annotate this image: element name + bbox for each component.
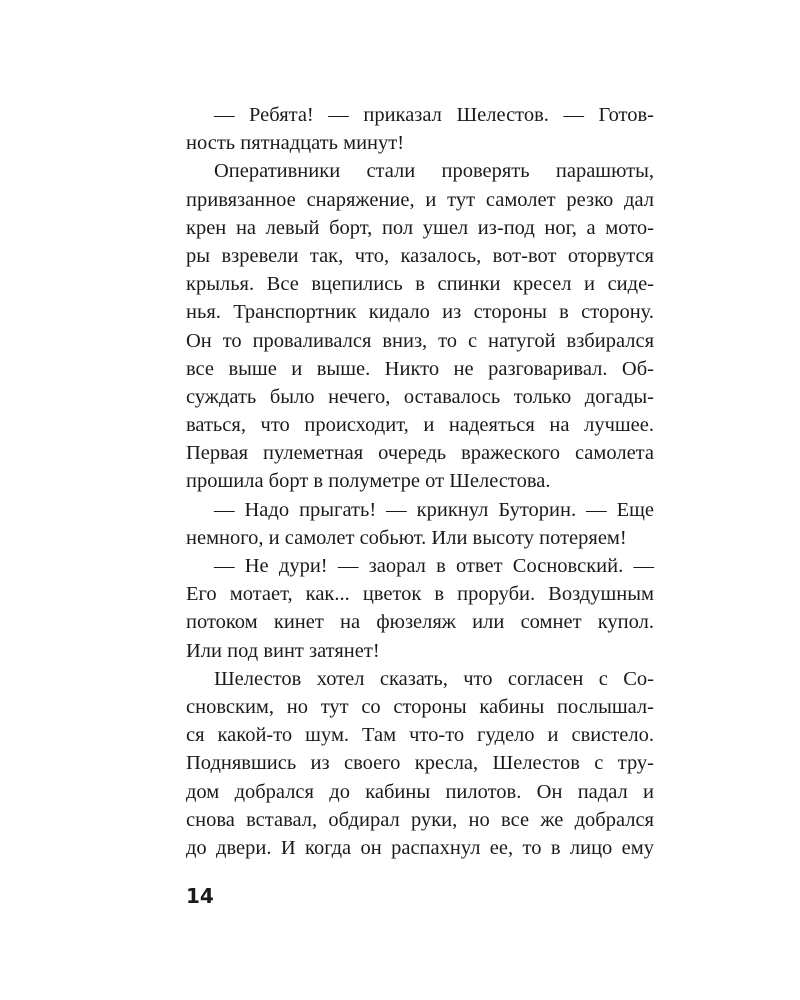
text-line: Он то проваливался вниз, то с натугой взбирался	[186, 329, 654, 352]
text-line: Его мотает, как... цветок в проруби. Воздушным	[186, 583, 654, 606]
book-page-text	[186, 101, 654, 862]
text-line: Поднявшись из своего кресла, Шелестов с тру-	[186, 752, 654, 775]
text-line: крылья. Все вцепились в спинки кресел и сиде-	[186, 273, 654, 296]
text-line: дом добрался до кабины пилотов. Он падал и	[186, 780, 654, 803]
paragraph	[186, 101, 654, 157]
text-line: нья. Транспортник кидало из стороны в сторону.	[186, 301, 654, 324]
text-line: до двери. И когда он распахнул ее, то в лицо ему	[186, 836, 654, 859]
paragraph	[186, 552, 654, 665]
text-line: Первая пулеметная очередь вражеского самолета	[186, 442, 654, 465]
text-line: прошила борт в полуметре от Шелестова.	[186, 470, 551, 493]
text-line: Или под винт затянет!	[186, 639, 380, 662]
text-line: крен на левый борт, пол ушел из-под ног, а мото-	[186, 216, 654, 239]
text-line: снова вставал, обдирал руки, но все же добрался	[186, 808, 654, 831]
paragraph	[186, 665, 654, 862]
text-line: ся какой-то шум. Там что-то гудело и свистело.	[186, 724, 654, 747]
text-line: — Не дури! — заорал в ответ Сосновский. —	[214, 555, 654, 577]
text-line: суждать было нечего, оставалось только догады-	[186, 385, 654, 408]
text-line: — Ребята! — приказал Шелестов. — Готов-	[214, 104, 654, 126]
page-number: 14	[186, 884, 214, 908]
text-line: все выше и выше. Никто не разговаривал. Об-	[186, 357, 654, 380]
text-line: ры взревели так, что, казалось, вот-вот оторвутся	[186, 244, 654, 267]
text-line: немного, и самолет собьют. Или высоту потеряем!	[186, 526, 627, 549]
text-line: — Надо прыгать! — крикнул Буторин. — Еще	[214, 498, 654, 521]
text-line: Оперативники стали проверять парашюты,	[214, 160, 654, 183]
text-line: ность пятнадцать минут!	[186, 132, 405, 155]
paragraph	[186, 496, 654, 552]
paragraph	[186, 157, 654, 495]
text-line: потоком кинет на фюзеляж или сомнет купол.	[186, 611, 654, 634]
text-line: Шелестов хотел сказать, что согласен с Со-	[214, 667, 654, 690]
text-line: сновским, но тут со стороны кабины послышал-	[186, 695, 654, 718]
text-line: привязанное снаряжение, и тут самолет резко дал	[186, 188, 654, 211]
text-line: ваться, что происходит, и надеяться на лучшее.	[186, 414, 654, 437]
